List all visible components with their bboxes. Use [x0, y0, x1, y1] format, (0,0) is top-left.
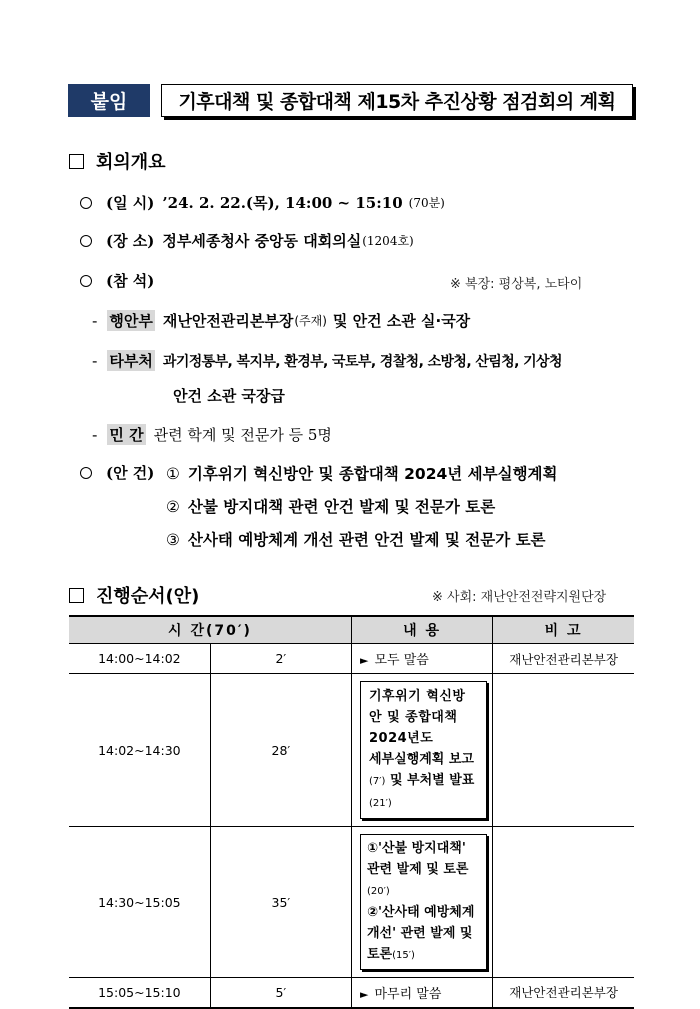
- content-cell: ► 마무리 말씀: [352, 978, 493, 1008]
- duration-cell: 5′: [210, 978, 351, 1008]
- datetime-row: (일 시) ’24. 2. 22.(목), 14:00 ~ 15:10 (70분): [80, 192, 445, 213]
- arrow-icon: ►: [360, 654, 369, 667]
- time-cell: 15:05~15:10: [69, 978, 210, 1008]
- arrow-icon: ►: [360, 987, 369, 1001]
- circle-bullet-icon: [80, 197, 92, 209]
- place-row: (장 소) 정부세종청사 중앙동 대회의실 (1204호): [80, 230, 414, 251]
- schedule-heading: 진행순서(안): [69, 582, 199, 608]
- agenda-item: ② 산불 방지대책 관련 안건 발제 및 전문가 토론: [166, 498, 496, 516]
- agenda-row: (안 건): [80, 462, 162, 483]
- attendee-mois: - 행안부 재난안전관리본부장 (주재) 및 안건 소관 실·국장: [92, 311, 471, 330]
- column-header-content: 내 용: [352, 616, 493, 644]
- duration-cell: 35′: [210, 827, 351, 978]
- table-header-row: [69, 616, 634, 644]
- table-row: [69, 644, 634, 674]
- agenda-item: ① 기후위기 혁신방안 및 종합대책 2024년 세부실행계획: [166, 465, 558, 483]
- attachment-tag: 붙임: [68, 84, 150, 117]
- content-cell: [352, 827, 493, 978]
- remark-cell: [493, 674, 634, 827]
- content-cell: [352, 674, 493, 827]
- column-header-remark: 비 고: [493, 616, 634, 644]
- time-cell: 14:30~15:05: [69, 827, 210, 978]
- circle-bullet-icon: [80, 235, 92, 247]
- table-row: [69, 674, 634, 827]
- circle-bullet-icon: [80, 467, 92, 479]
- discussion-box: ①'산불 방지대책' 관련 발제 및 토론(20′) ②'산사태 예방체계 개선' 관련 발제 및 토론(15′): [360, 834, 487, 970]
- time-cell: 14:02~14:30: [69, 674, 210, 827]
- agenda-item: ③ 산사태 예방체계 개선 관련 안건 발제 및 전문가 토론: [166, 531, 546, 549]
- duration-cell: 28′: [210, 674, 351, 827]
- overview-heading: 회의개요: [69, 148, 166, 174]
- attendee-civil: - 민 간 관련 학계 및 전문가 등 5명: [92, 425, 332, 444]
- square-bullet-icon: [69, 154, 84, 169]
- schedule-table: [69, 615, 634, 1009]
- moderator-note: ※ 사회: 재난안전전략지원단장: [432, 590, 607, 605]
- column-header-time: 시 간(70′): [69, 616, 352, 644]
- table-row: [69, 978, 634, 1008]
- circle-bullet-icon: [80, 275, 92, 287]
- report-box: 기후위기 혁신방안 및 종합대책 2024년도 세부실행계획 보고(7′) 및 부처별 발표(21′): [360, 681, 487, 819]
- attendees-row: (참 석): [80, 270, 162, 291]
- attendee-other-ministries-line2: 안건 소관 국장급: [173, 387, 285, 405]
- dress-note: ※ 복장: 평상복, 노타이: [450, 277, 583, 292]
- attendee-other-ministries: - 타부처 과기정통부, 복지부, 환경부, 국토부, 경찰청, 소방청, 산림청, 기상청: [92, 351, 562, 370]
- remark-cell: [493, 827, 634, 978]
- document-title: 기후대책 및 종합대책 제15차 추진상황 점검회의 계획: [161, 84, 633, 117]
- duration-cell: 2′: [210, 644, 351, 674]
- remark-cell: 재난안전관리본부장: [493, 978, 634, 1008]
- remark-cell: 재난안전관리본부장: [493, 644, 634, 674]
- time-cell: 14:00~14:02: [69, 644, 210, 674]
- square-bullet-icon: [69, 588, 84, 603]
- table-row: [69, 827, 634, 978]
- content-cell: ► 모두 말씀: [352, 644, 493, 674]
